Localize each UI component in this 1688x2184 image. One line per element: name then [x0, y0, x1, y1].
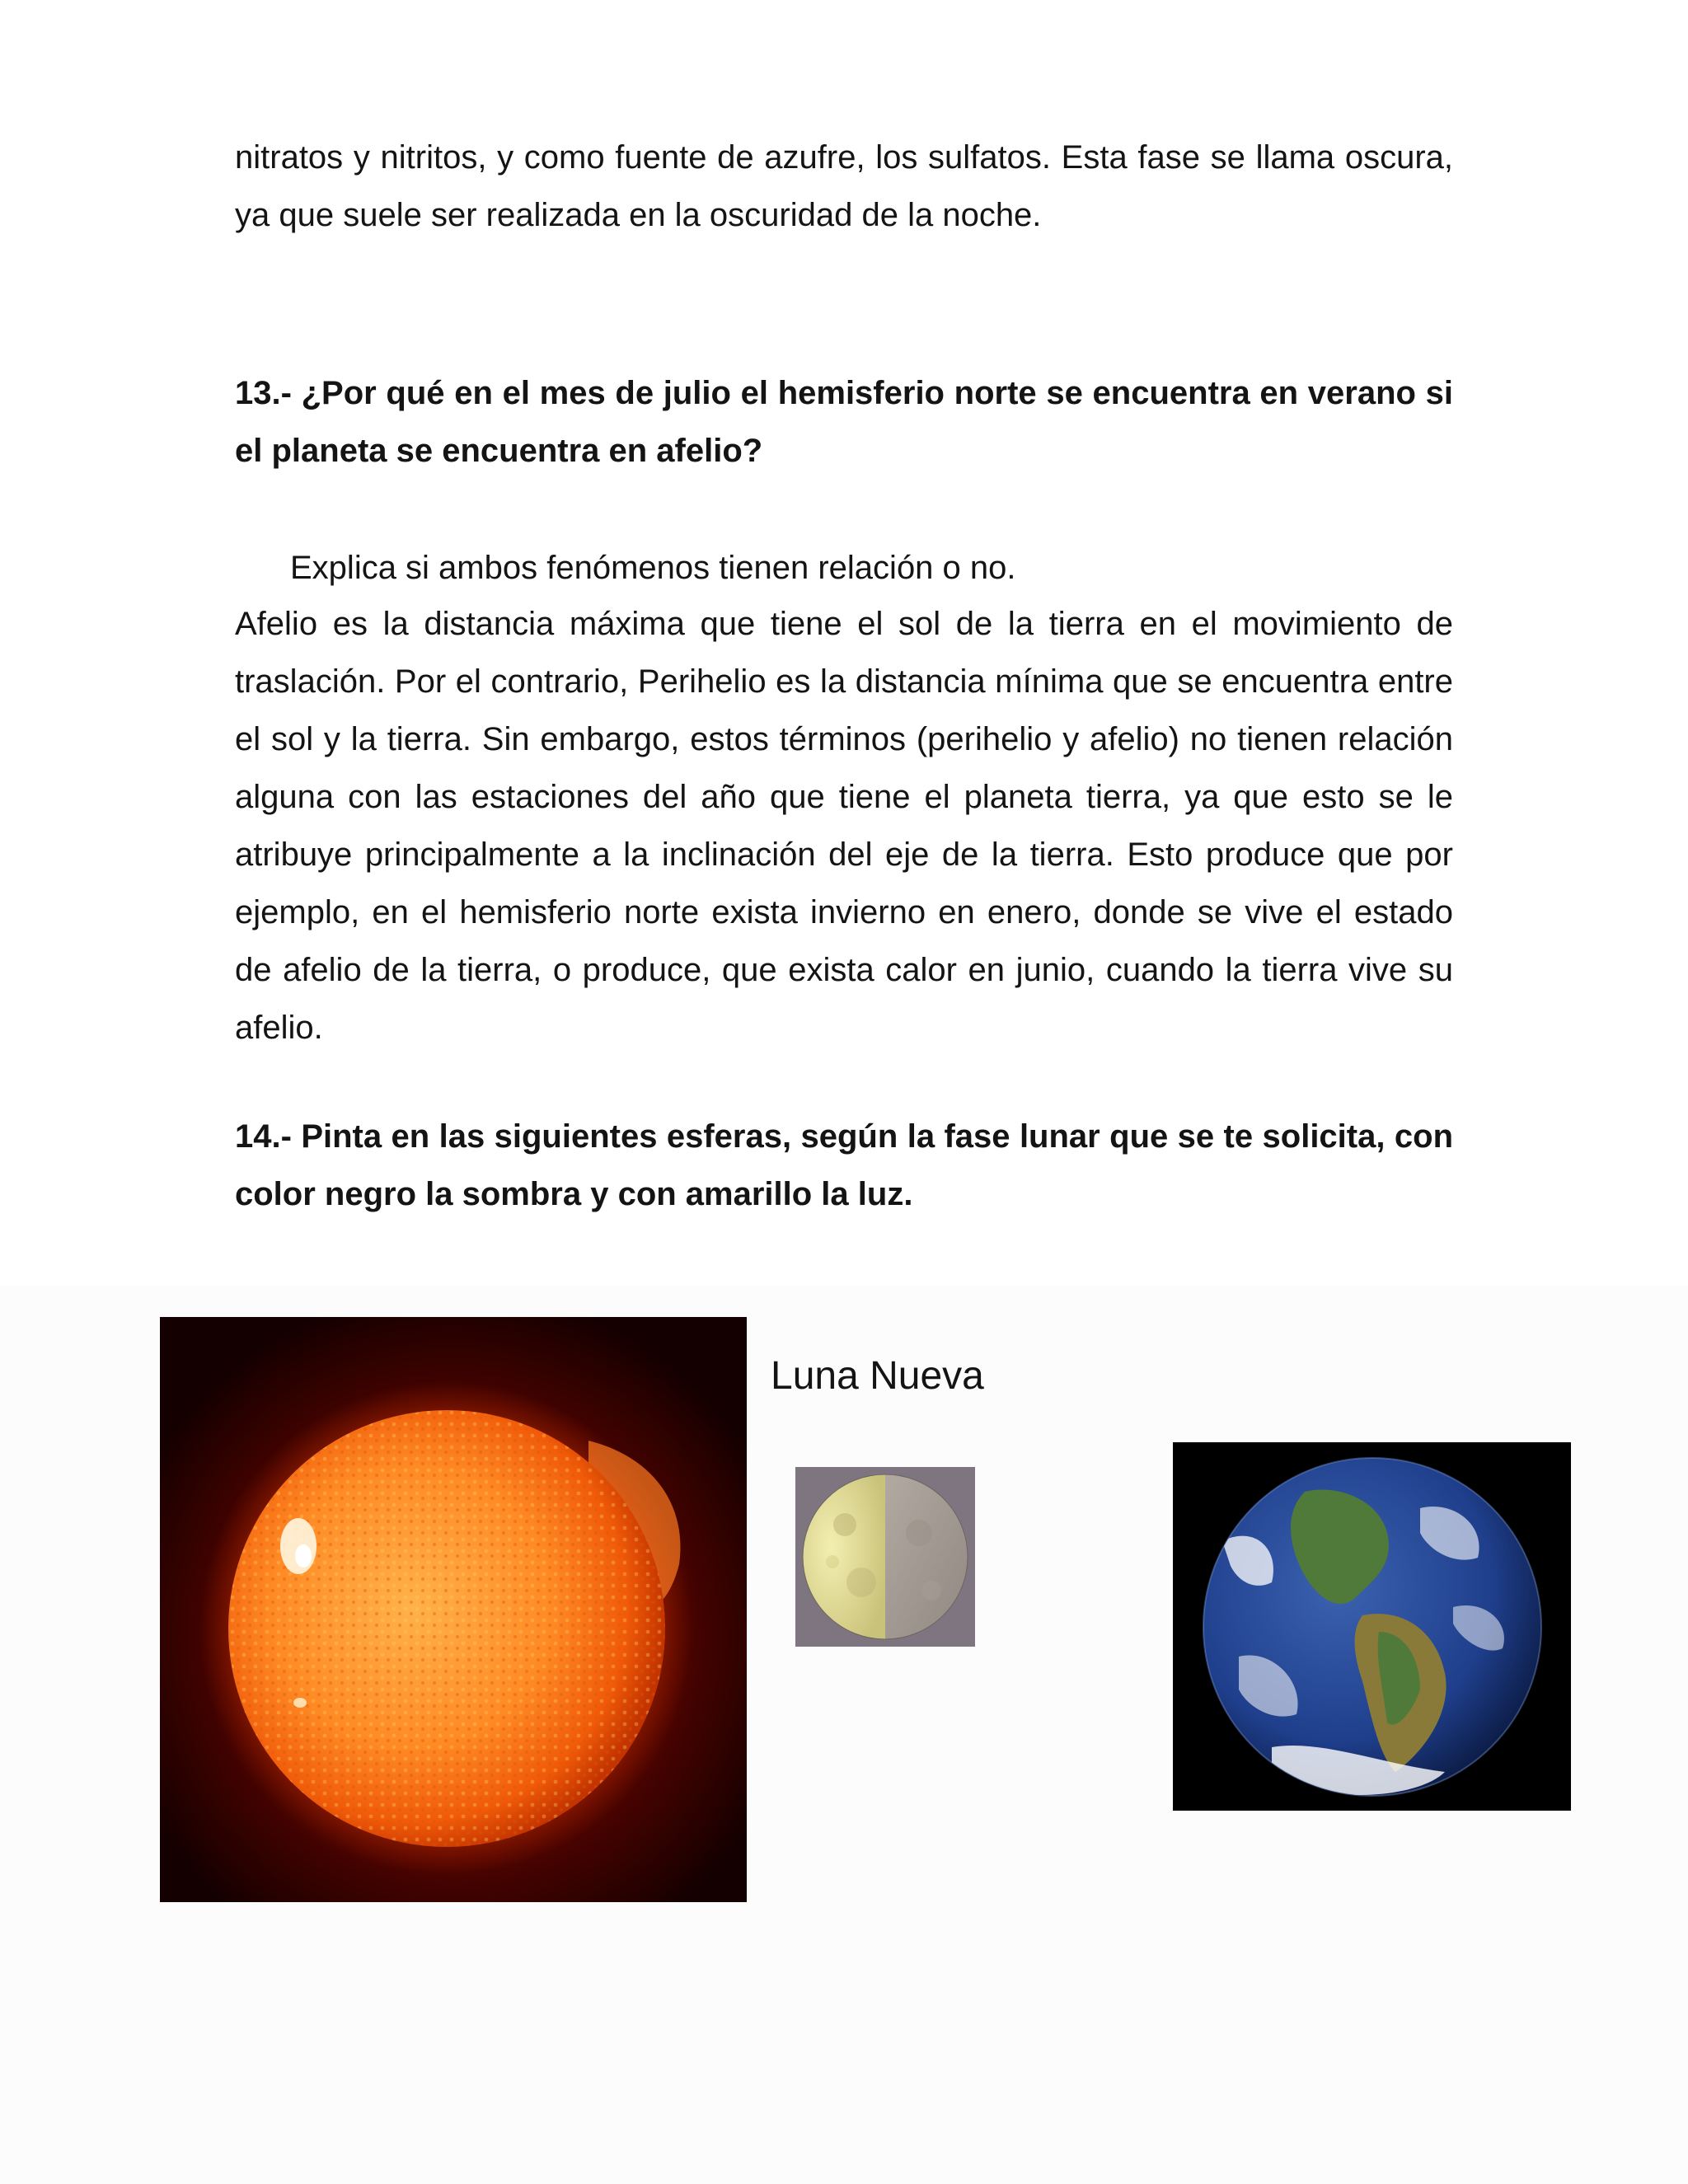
question-13-subtitle: Explica si ambos fenómenos tienen relación o no.: [290, 550, 1016, 586]
moon-image: [795, 1467, 975, 1647]
intro-paragraph: nitratos y nitritos, y como fuente de azufre, los sulfatos. Esta fase se llama oscura, ya que suele ser realizada en la oscuridad de la noche.: [235, 139, 1453, 233]
moon-phase-label: Luna Nueva: [771, 1354, 984, 1398]
half-moon-photo-icon: [795, 1467, 975, 1647]
earth-image: [1173, 1442, 1571, 1811]
sun-photo-icon: [160, 1317, 747, 1902]
question-13-title: 13.- ¿Por qué en el mes de julio el hemisferio norte se encuentra en verano si el planeta se encuentra en afelio?: [235, 375, 1453, 469]
question-14-title: 14.- Pinta en las siguientes esferas, según la fase lunar que se te solicita, con color negro la sombra y con amarillo la luz.: [235, 1118, 1453, 1212]
question-13-answer: Afelio es la distancia máxima que tiene el sol de la tierra en el movimiento de traslación. Por el contrario, Perihelio es la distancia mínima que se encuentra entre el sol y la tierra. Sin embargo, estos términos (perihelio y afelio) no tienen relación alguna con las estaciones del año que tiene el planeta tierra, ya que esto se le atribuye principalmente a la inclinación del eje de la tierra. Esto produce que por ejemplo, en el hemisferio norte exista invierno en enero, donde se vive el estado de afelio de la tierra, o produce, que exista calor en junio, cuando la tierra vive su afelio.: [235, 606, 1453, 1046]
sun-image: [160, 1317, 747, 1902]
earth-photo-icon: [1173, 1442, 1571, 1811]
